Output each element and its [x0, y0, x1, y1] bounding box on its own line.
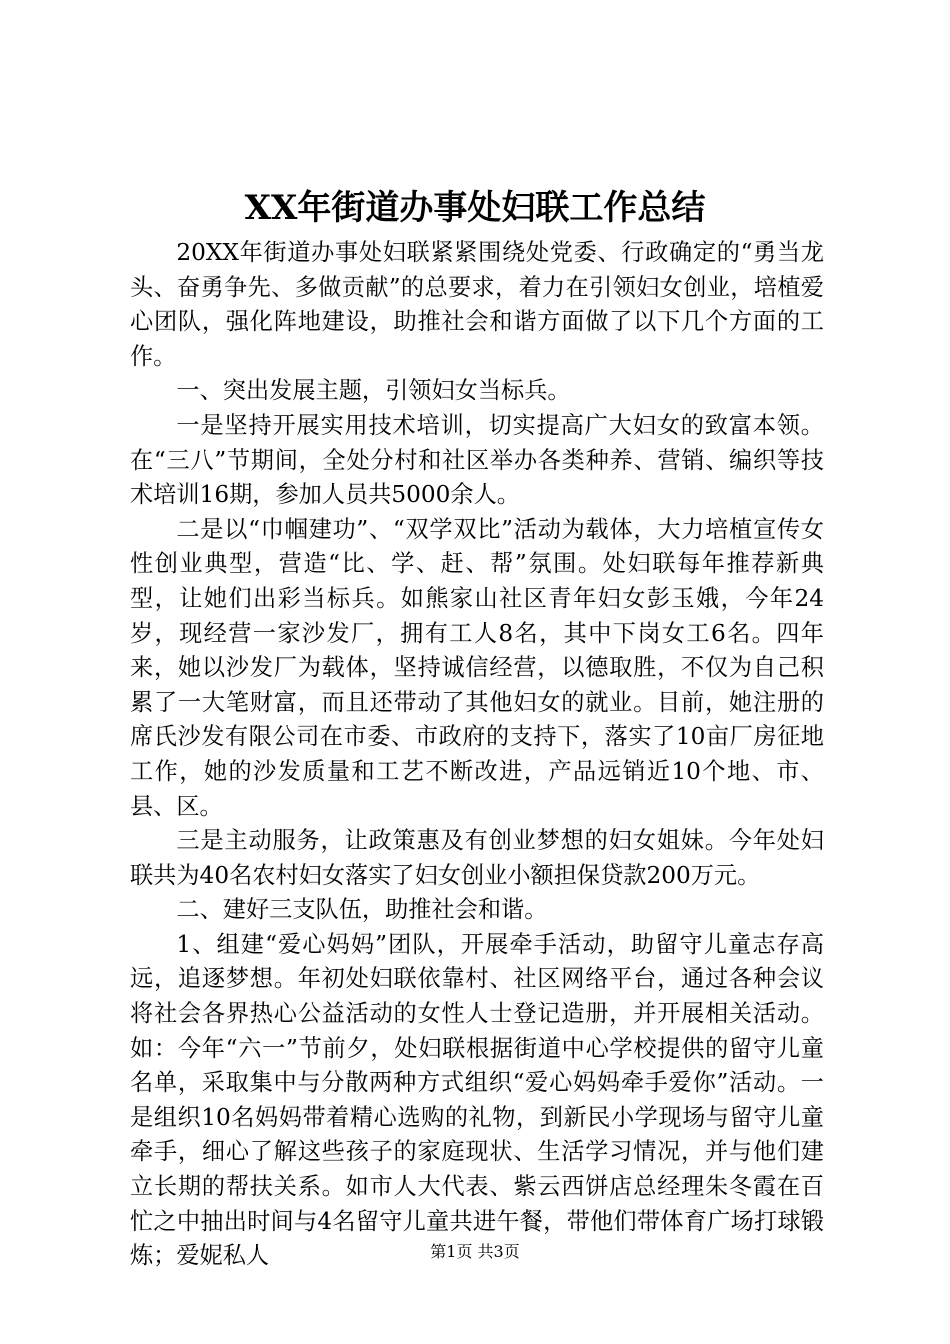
paragraph-intro: 20XX年街道办事处妇联紧紧围绕处党委、行政确定的“勇当龙头、奋勇争先、多做贡献”的总要求，着力在引领妇女创业，培植爱心团队，强化阵地建设，助推社会和谐方面做了以下几个方面的工作。 [130, 239, 824, 370]
document-body [130, 236, 824, 1274]
document-title: XX年街道办事处妇联工作总结 [244, 188, 706, 228]
paragraph-caring-mothers: 1、组建“爱心妈妈”团队，开展牵手活动，助留守儿童志存高远，追逐梦想。年初处妇联依靠村、社区网络平台，通过各种会议将社会各界热心公益活动的女性人士登记造册，并开展相关活动。如：今年“六一”节前夕，处妇联根据街道中心学校提供的留守儿童名单，采取集中与分散两种方式组织“爱心妈妈牵手爱你”活动。一是组织10名妈妈带着精心选购的礼物，到新民小学现场与留守儿童牵手，细心了解这些孩子的家庭现状、生活学习情况，并与他们建立长期的帮扶关系。如市人大代表、紫云西饼店总经理朱冬霞在百忙之中抽出时间与4名留守儿童共进午餐，带他们带体育广场打球锻炼；爱妮私人 [130, 930, 824, 1270]
paragraph-role-models: 二是以“巾帼建功”、“双学双比”活动为载体，大力培植宣传女性创业典型，营造“比、学、赶、帮”氛围。处妇联每年推荐新典型，让她们出彩当标兵。如熊家山社区青年妇女彭玉娥，今年24岁，现经营一家沙发厂，拥有工人8名，其中下岗女工6名。四年来，她以沙发厂为载体，坚持诚信经营，以德取胜，不仅为自己积累了一大笔财富，而且还带动了其他妇女的就业。目前，她注册的席氏沙发有限公司在市委、市政府的支持下，落实了10亩厂房征地工作，她的沙发质量和工艺不断改进，产品远销近10个地、市、县、区。 [130, 515, 824, 820]
section-heading-1: 一、突出发展主题，引领妇女当标兵。 [176, 377, 571, 405]
paragraph-training: 一是坚持开展实用技术培训，切实提高广大妇女的致富本领。在“三八”节期间，全处分村和社区举办各类种养、营销、编织等技术培训16期，参加人员共5000余人。 [130, 411, 824, 509]
paragraph-loans: 三是主动服务，让政策惠及有创业梦想的妇女姐妹。今年处妇联共为40名农村妇女落实了妇女创业小额担保贷款200万元。 [130, 827, 824, 889]
section-heading-2: 二、建好三支队伍，助推社会和谐。 [176, 896, 548, 924]
page-footer: 第1页 共3页 [430, 1242, 520, 1261]
